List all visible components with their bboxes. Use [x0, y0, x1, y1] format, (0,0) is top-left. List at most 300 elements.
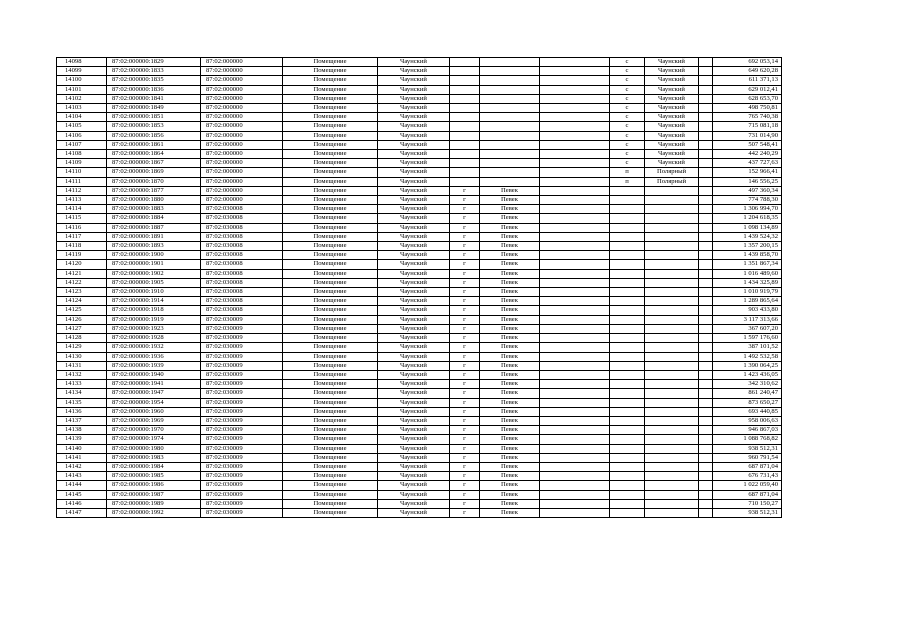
- blank-cell: [540, 94, 610, 103]
- blank-cell: [540, 214, 610, 223]
- cadastral-quarter-cell: 87:02:030009: [201, 380, 283, 389]
- object-type-cell: Помещение: [283, 499, 378, 508]
- settlement-name-cell: [645, 242, 699, 251]
- object-type-cell: Помещение: [283, 352, 378, 361]
- district-cell: Чаунский: [378, 398, 450, 407]
- cadastral-value-cell: 693 440,85: [713, 407, 782, 416]
- blank-cell: [699, 352, 713, 361]
- locality-type-cell: [450, 76, 480, 85]
- row-number-cell: 14130: [57, 352, 107, 361]
- blank-cell: [699, 343, 713, 352]
- locality-name-cell: Певек: [480, 334, 540, 343]
- locality-name-cell: Певек: [480, 453, 540, 462]
- blank-cell: [699, 315, 713, 324]
- cadastral-quarter-cell: 87:02:000000: [201, 140, 283, 149]
- cadastral-quarter-cell: 87:02:030009: [201, 389, 283, 398]
- row-number-cell: 14120: [57, 260, 107, 269]
- locality-name-cell: [480, 131, 540, 140]
- cadastral-quarter-cell: 87:02:000000: [201, 159, 283, 168]
- blank-cell: [540, 278, 610, 287]
- settlement-name-cell: Чаунский: [645, 140, 699, 149]
- cadastral-value-cell: 342 310,62: [713, 380, 782, 389]
- locality-name-cell: Певек: [480, 223, 540, 232]
- blank-cell: [699, 398, 713, 407]
- table-row: [57, 389, 782, 398]
- settlement-type-cell: [610, 260, 645, 269]
- blank-cell: [540, 58, 610, 67]
- object-type-cell: Помещение: [283, 168, 378, 177]
- table-row: [57, 67, 782, 76]
- object-type-cell: Помещение: [283, 104, 378, 113]
- cadastral-quarter-cell: 87:02:000000: [201, 113, 283, 122]
- object-type-cell: Помещение: [283, 85, 378, 94]
- blank-cell: [540, 370, 610, 379]
- blank-cell: [699, 85, 713, 94]
- blank-cell: [540, 352, 610, 361]
- blank-cell: [540, 205, 610, 214]
- table-row: [57, 260, 782, 269]
- row-number-cell: 14141: [57, 453, 107, 462]
- blank-cell: [699, 370, 713, 379]
- blank-cell: [699, 260, 713, 269]
- blank-cell: [540, 85, 610, 94]
- cadastral-value-cell: 731 014,90: [713, 131, 782, 140]
- settlement-name-cell: [645, 324, 699, 333]
- table-row: [57, 334, 782, 343]
- table-row: [57, 232, 782, 241]
- blank-cell: [540, 380, 610, 389]
- object-type-cell: Помещение: [283, 251, 378, 260]
- blank-cell: [699, 159, 713, 168]
- locality-name-cell: Певек: [480, 278, 540, 287]
- district-cell: Чаунский: [378, 453, 450, 462]
- cadastral-quarter-cell: 87:02:030009: [201, 334, 283, 343]
- object-type-cell: Помещение: [283, 426, 378, 435]
- cadastral-number-cell: 87:02:000000:1941: [107, 380, 201, 389]
- object-type-cell: Помещение: [283, 232, 378, 241]
- settlement-name-cell: [645, 269, 699, 278]
- blank-cell: [540, 76, 610, 85]
- locality-name-cell: Певек: [480, 214, 540, 223]
- district-cell: Чаунский: [378, 205, 450, 214]
- blank-cell: [540, 186, 610, 195]
- settlement-name-cell: [645, 462, 699, 471]
- settlement-type-cell: с: [610, 159, 645, 168]
- locality-name-cell: [480, 140, 540, 149]
- table-row: [57, 315, 782, 324]
- settlement-name-cell: [645, 481, 699, 490]
- district-cell: Чаунский: [378, 58, 450, 67]
- locality-name-cell: Певек: [480, 352, 540, 361]
- row-number-cell: 14103: [57, 104, 107, 113]
- row-number-cell: 14110: [57, 168, 107, 177]
- locality-type-cell: г: [450, 472, 480, 481]
- cadastral-number-cell: 87:02:000000:1851: [107, 113, 201, 122]
- blank-cell: [540, 159, 610, 168]
- settlement-type-cell: [610, 435, 645, 444]
- blank-cell: [540, 288, 610, 297]
- district-cell: Чаунский: [378, 499, 450, 508]
- cadastral-value-cell: 1 016 489,60: [713, 269, 782, 278]
- locality-name-cell: Певек: [480, 186, 540, 195]
- settlement-name-cell: [645, 288, 699, 297]
- blank-cell: [540, 223, 610, 232]
- table-row: [57, 426, 782, 435]
- locality-name-cell: Певек: [480, 232, 540, 241]
- locality-name-cell: [480, 168, 540, 177]
- cadastral-quarter-cell: 87:02:030008: [201, 205, 283, 214]
- locality-name-cell: Певек: [480, 490, 540, 499]
- blank-cell: [699, 214, 713, 223]
- blank-cell: [699, 122, 713, 131]
- cadastral-quarter-cell: 87:02:030009: [201, 398, 283, 407]
- cadastral-number-cell: 87:02:000000:1984: [107, 462, 201, 471]
- settlement-name-cell: [645, 490, 699, 499]
- object-type-cell: Помещение: [283, 435, 378, 444]
- blank-cell: [699, 435, 713, 444]
- locality-name-cell: [480, 58, 540, 67]
- settlement-type-cell: [610, 334, 645, 343]
- locality-name-cell: [480, 159, 540, 168]
- row-number-cell: 14099: [57, 67, 107, 76]
- district-cell: Чаунский: [378, 462, 450, 471]
- object-type-cell: Помещение: [283, 508, 378, 517]
- cadastral-value-cell: 1 434 325,89: [713, 278, 782, 287]
- district-cell: Чаунский: [378, 426, 450, 435]
- settlement-name-cell: [645, 472, 699, 481]
- locality-type-cell: г: [450, 269, 480, 278]
- locality-type-cell: г: [450, 186, 480, 195]
- cadastral-number-cell: 87:02:000000:1989: [107, 499, 201, 508]
- settlement-name-cell: Чаунский: [645, 85, 699, 94]
- table-row: [57, 269, 782, 278]
- settlement-type-cell: с: [610, 67, 645, 76]
- cadastral-value-cell: 1 022 059,40: [713, 481, 782, 490]
- cadastral-quarter-cell: 87:02:030009: [201, 444, 283, 453]
- cadastral-number-cell: 87:02:000000:1980: [107, 444, 201, 453]
- locality-type-cell: [450, 177, 480, 186]
- cadastral-value-cell: 498 750,81: [713, 104, 782, 113]
- district-cell: Чаунский: [378, 352, 450, 361]
- locality-type-cell: г: [450, 343, 480, 352]
- row-number-cell: 14145: [57, 490, 107, 499]
- table-row: [57, 297, 782, 306]
- settlement-name-cell: [645, 251, 699, 260]
- row-number-cell: 14098: [57, 58, 107, 67]
- cadastral-value-cell: 1 098 134,89: [713, 223, 782, 232]
- locality-name-cell: Певек: [480, 297, 540, 306]
- table-row: [57, 416, 782, 425]
- cadastral-number-cell: 87:02:000000:1992: [107, 508, 201, 517]
- row-number-cell: 14118: [57, 242, 107, 251]
- cadastral-quarter-cell: 87:02:000000: [201, 104, 283, 113]
- cadastral-value-cell: 649 620,28: [713, 67, 782, 76]
- locality-type-cell: [450, 104, 480, 113]
- row-number-cell: 14122: [57, 278, 107, 287]
- locality-name-cell: Певек: [480, 499, 540, 508]
- settlement-name-cell: Чаунский: [645, 58, 699, 67]
- district-cell: Чаунский: [378, 343, 450, 352]
- locality-name-cell: Певек: [480, 306, 540, 315]
- settlement-type-cell: [610, 288, 645, 297]
- table-row: [57, 343, 782, 352]
- table-row: [57, 453, 782, 462]
- blank-cell: [699, 140, 713, 149]
- cadastral-quarter-cell: 87:02:000000: [201, 150, 283, 159]
- locality-name-cell: Певек: [480, 269, 540, 278]
- locality-type-cell: г: [450, 205, 480, 214]
- blank-cell: [699, 426, 713, 435]
- locality-type-cell: г: [450, 334, 480, 343]
- settlement-name-cell: [645, 260, 699, 269]
- object-type-cell: Помещение: [283, 343, 378, 352]
- blank-cell: [699, 94, 713, 103]
- blank-cell: [540, 168, 610, 177]
- settlement-name-cell: [645, 352, 699, 361]
- blank-cell: [699, 242, 713, 251]
- object-type-cell: Помещение: [283, 159, 378, 168]
- blank-cell: [699, 389, 713, 398]
- cadastral-quarter-cell: 87:02:030009: [201, 435, 283, 444]
- table-row: [57, 444, 782, 453]
- blank-cell: [540, 416, 610, 425]
- object-type-cell: Помещение: [283, 94, 378, 103]
- locality-name-cell: [480, 113, 540, 122]
- table-row: [57, 150, 782, 159]
- object-type-cell: Помещение: [283, 453, 378, 462]
- locality-name-cell: Певек: [480, 435, 540, 444]
- cadastral-number-cell: 87:02:000000:1829: [107, 58, 201, 67]
- settlement-name-cell: Полярный: [645, 177, 699, 186]
- table-row: [57, 186, 782, 195]
- cadastral-quarter-cell: 87:02:000000: [201, 186, 283, 195]
- settlement-type-cell: с: [610, 131, 645, 140]
- settlement-type-cell: [610, 389, 645, 398]
- settlement-name-cell: Чаунский: [645, 94, 699, 103]
- settlement-name-cell: [645, 407, 699, 416]
- district-cell: Чаунский: [378, 297, 450, 306]
- district-cell: Чаунский: [378, 334, 450, 343]
- district-cell: Чаунский: [378, 104, 450, 113]
- district-cell: Чаунский: [378, 85, 450, 94]
- district-cell: Чаунский: [378, 94, 450, 103]
- blank-cell: [699, 508, 713, 517]
- object-type-cell: Помещение: [283, 462, 378, 471]
- cadastral-value-cell: 367 607,20: [713, 324, 782, 333]
- locality-type-cell: г: [450, 223, 480, 232]
- locality-type-cell: г: [450, 490, 480, 499]
- table-row: [57, 278, 782, 287]
- blank-cell: [540, 490, 610, 499]
- blank-cell: [540, 426, 610, 435]
- blank-cell: [540, 150, 610, 159]
- cadastral-number-cell: 87:02:000000:1883: [107, 205, 201, 214]
- settlement-type-cell: [610, 205, 645, 214]
- object-type-cell: Помещение: [283, 315, 378, 324]
- row-number-cell: 14116: [57, 223, 107, 232]
- cadastral-number-cell: 87:02:000000:1919: [107, 315, 201, 324]
- table-row: [57, 104, 782, 113]
- cadastral-quarter-cell: 87:02:030009: [201, 453, 283, 462]
- row-number-cell: 14140: [57, 444, 107, 453]
- settlement-name-cell: [645, 196, 699, 205]
- locality-type-cell: [450, 168, 480, 177]
- blank-cell: [540, 306, 610, 315]
- cadastral-number-cell: 87:02:000000:1970: [107, 426, 201, 435]
- cadastral-value-cell: 946 867,03: [713, 426, 782, 435]
- locality-type-cell: [450, 150, 480, 159]
- settlement-type-cell: [610, 196, 645, 205]
- locality-name-cell: [480, 76, 540, 85]
- cadastral-value-cell: 1 010 919,79: [713, 288, 782, 297]
- locality-name-cell: Певек: [480, 462, 540, 471]
- row-number-cell: 14108: [57, 150, 107, 159]
- blank-cell: [699, 251, 713, 260]
- locality-type-cell: г: [450, 251, 480, 260]
- blank-cell: [540, 269, 610, 278]
- cadastral-quarter-cell: 87:02:030008: [201, 306, 283, 315]
- locality-type-cell: г: [450, 453, 480, 462]
- cadastral-value-cell: 692 053,14: [713, 58, 782, 67]
- cadastral-quarter-cell: 87:02:030009: [201, 426, 283, 435]
- district-cell: Чаунский: [378, 370, 450, 379]
- cadastral-quarter-cell: 87:02:030009: [201, 481, 283, 490]
- locality-name-cell: Певек: [480, 426, 540, 435]
- object-type-cell: Помещение: [283, 150, 378, 159]
- district-cell: Чаунский: [378, 251, 450, 260]
- cadastral-number-cell: 87:02:000000:1947: [107, 389, 201, 398]
- blank-cell: [540, 462, 610, 471]
- district-cell: Чаунский: [378, 278, 450, 287]
- settlement-name-cell: Чаунский: [645, 113, 699, 122]
- table-row: [57, 306, 782, 315]
- blank-cell: [540, 398, 610, 407]
- locality-name-cell: Певек: [480, 315, 540, 324]
- blank-cell: [540, 334, 610, 343]
- district-cell: Чаунский: [378, 131, 450, 140]
- row-number-cell: 14117: [57, 232, 107, 241]
- object-type-cell: Помещение: [283, 297, 378, 306]
- object-type-cell: Помещение: [283, 324, 378, 333]
- settlement-type-cell: [610, 380, 645, 389]
- locality-type-cell: г: [450, 380, 480, 389]
- settlement-name-cell: [645, 380, 699, 389]
- locality-name-cell: [480, 177, 540, 186]
- district-cell: Чаунский: [378, 232, 450, 241]
- cadastral-number-cell: 87:02:000000:1900: [107, 251, 201, 260]
- table-row: [57, 490, 782, 499]
- cadastral-number-cell: 87:02:000000:1974: [107, 435, 201, 444]
- cadastral-number-cell: 87:02:000000:1901: [107, 260, 201, 269]
- cadastral-number-cell: 87:02:000000:1887: [107, 223, 201, 232]
- row-number-cell: 14139: [57, 435, 107, 444]
- blank-cell: [699, 131, 713, 140]
- row-number-cell: 14123: [57, 288, 107, 297]
- blank-cell: [699, 361, 713, 370]
- blank-cell: [540, 67, 610, 76]
- district-cell: Чаунский: [378, 481, 450, 490]
- cadastral-number-cell: 87:02:000000:1893: [107, 242, 201, 251]
- cadastral-value-cell: 507 548,41: [713, 140, 782, 149]
- cadastral-value-cell: 146 556,25: [713, 177, 782, 186]
- district-cell: Чаунский: [378, 67, 450, 76]
- table-row: [57, 324, 782, 333]
- row-number-cell: 14113: [57, 196, 107, 205]
- district-cell: Чаунский: [378, 186, 450, 195]
- row-number-cell: 14128: [57, 334, 107, 343]
- object-type-cell: Помещение: [283, 122, 378, 131]
- blank-cell: [699, 67, 713, 76]
- table-row: [57, 242, 782, 251]
- cadastral-value-cell: 687 871,04: [713, 490, 782, 499]
- cadastral-value-cell: 1 439 524,32: [713, 232, 782, 241]
- cadastral-number-cell: 87:02:000000:1939: [107, 361, 201, 370]
- district-cell: Чаунский: [378, 269, 450, 278]
- locality-type-cell: г: [450, 196, 480, 205]
- settlement-name-cell: [645, 315, 699, 324]
- settlement-name-cell: [645, 205, 699, 214]
- settlement-type-cell: с: [610, 122, 645, 131]
- row-number-cell: 14133: [57, 380, 107, 389]
- cadastral-number-cell: 87:02:000000:1849: [107, 104, 201, 113]
- settlement-name-cell: [645, 343, 699, 352]
- settlement-type-cell: [610, 186, 645, 195]
- locality-name-cell: Певек: [480, 380, 540, 389]
- locality-name-cell: Певек: [480, 260, 540, 269]
- settlement-type-cell: [610, 453, 645, 462]
- table-row: [57, 481, 782, 490]
- locality-type-cell: г: [450, 278, 480, 287]
- cadastral-number-cell: 87:02:000000:1987: [107, 490, 201, 499]
- object-type-cell: Помещение: [283, 113, 378, 122]
- cadastral-number-cell: 87:02:000000:1856: [107, 131, 201, 140]
- row-number-cell: 14104: [57, 113, 107, 122]
- cadastral-number-cell: 87:02:000000:1835: [107, 76, 201, 85]
- cadastral-value-cell: 629 012,41: [713, 85, 782, 94]
- district-cell: Чаунский: [378, 315, 450, 324]
- locality-type-cell: г: [450, 315, 480, 324]
- blank-cell: [699, 205, 713, 214]
- object-type-cell: Помещение: [283, 481, 378, 490]
- blank-cell: [540, 499, 610, 508]
- locality-type-cell: [450, 131, 480, 140]
- blank-cell: [540, 361, 610, 370]
- settlement-name-cell: [645, 306, 699, 315]
- district-cell: Чаунский: [378, 122, 450, 131]
- blank-cell: [699, 76, 713, 85]
- settlement-type-cell: п: [610, 177, 645, 186]
- row-number-cell: 14134: [57, 389, 107, 398]
- cadastral-number-cell: 87:02:000000:1864: [107, 150, 201, 159]
- locality-type-cell: [450, 113, 480, 122]
- row-number-cell: 14107: [57, 140, 107, 149]
- cadastral-quarter-cell: 87:02:030009: [201, 352, 283, 361]
- object-type-cell: Помещение: [283, 472, 378, 481]
- cadastral-quarter-cell: 87:02:000000: [201, 58, 283, 67]
- cadastral-number-cell: 87:02:000000:1954: [107, 398, 201, 407]
- blank-cell: [699, 186, 713, 195]
- settlement-type-cell: [610, 499, 645, 508]
- settlement-type-cell: с: [610, 76, 645, 85]
- settlement-name-cell: Чаунский: [645, 159, 699, 168]
- locality-type-cell: г: [450, 306, 480, 315]
- cadastral-number-cell: 87:02:000000:1884: [107, 214, 201, 223]
- settlement-type-cell: [610, 324, 645, 333]
- object-type-cell: Помещение: [283, 223, 378, 232]
- blank-cell: [540, 177, 610, 186]
- table-row: [57, 214, 782, 223]
- blank-cell: [699, 278, 713, 287]
